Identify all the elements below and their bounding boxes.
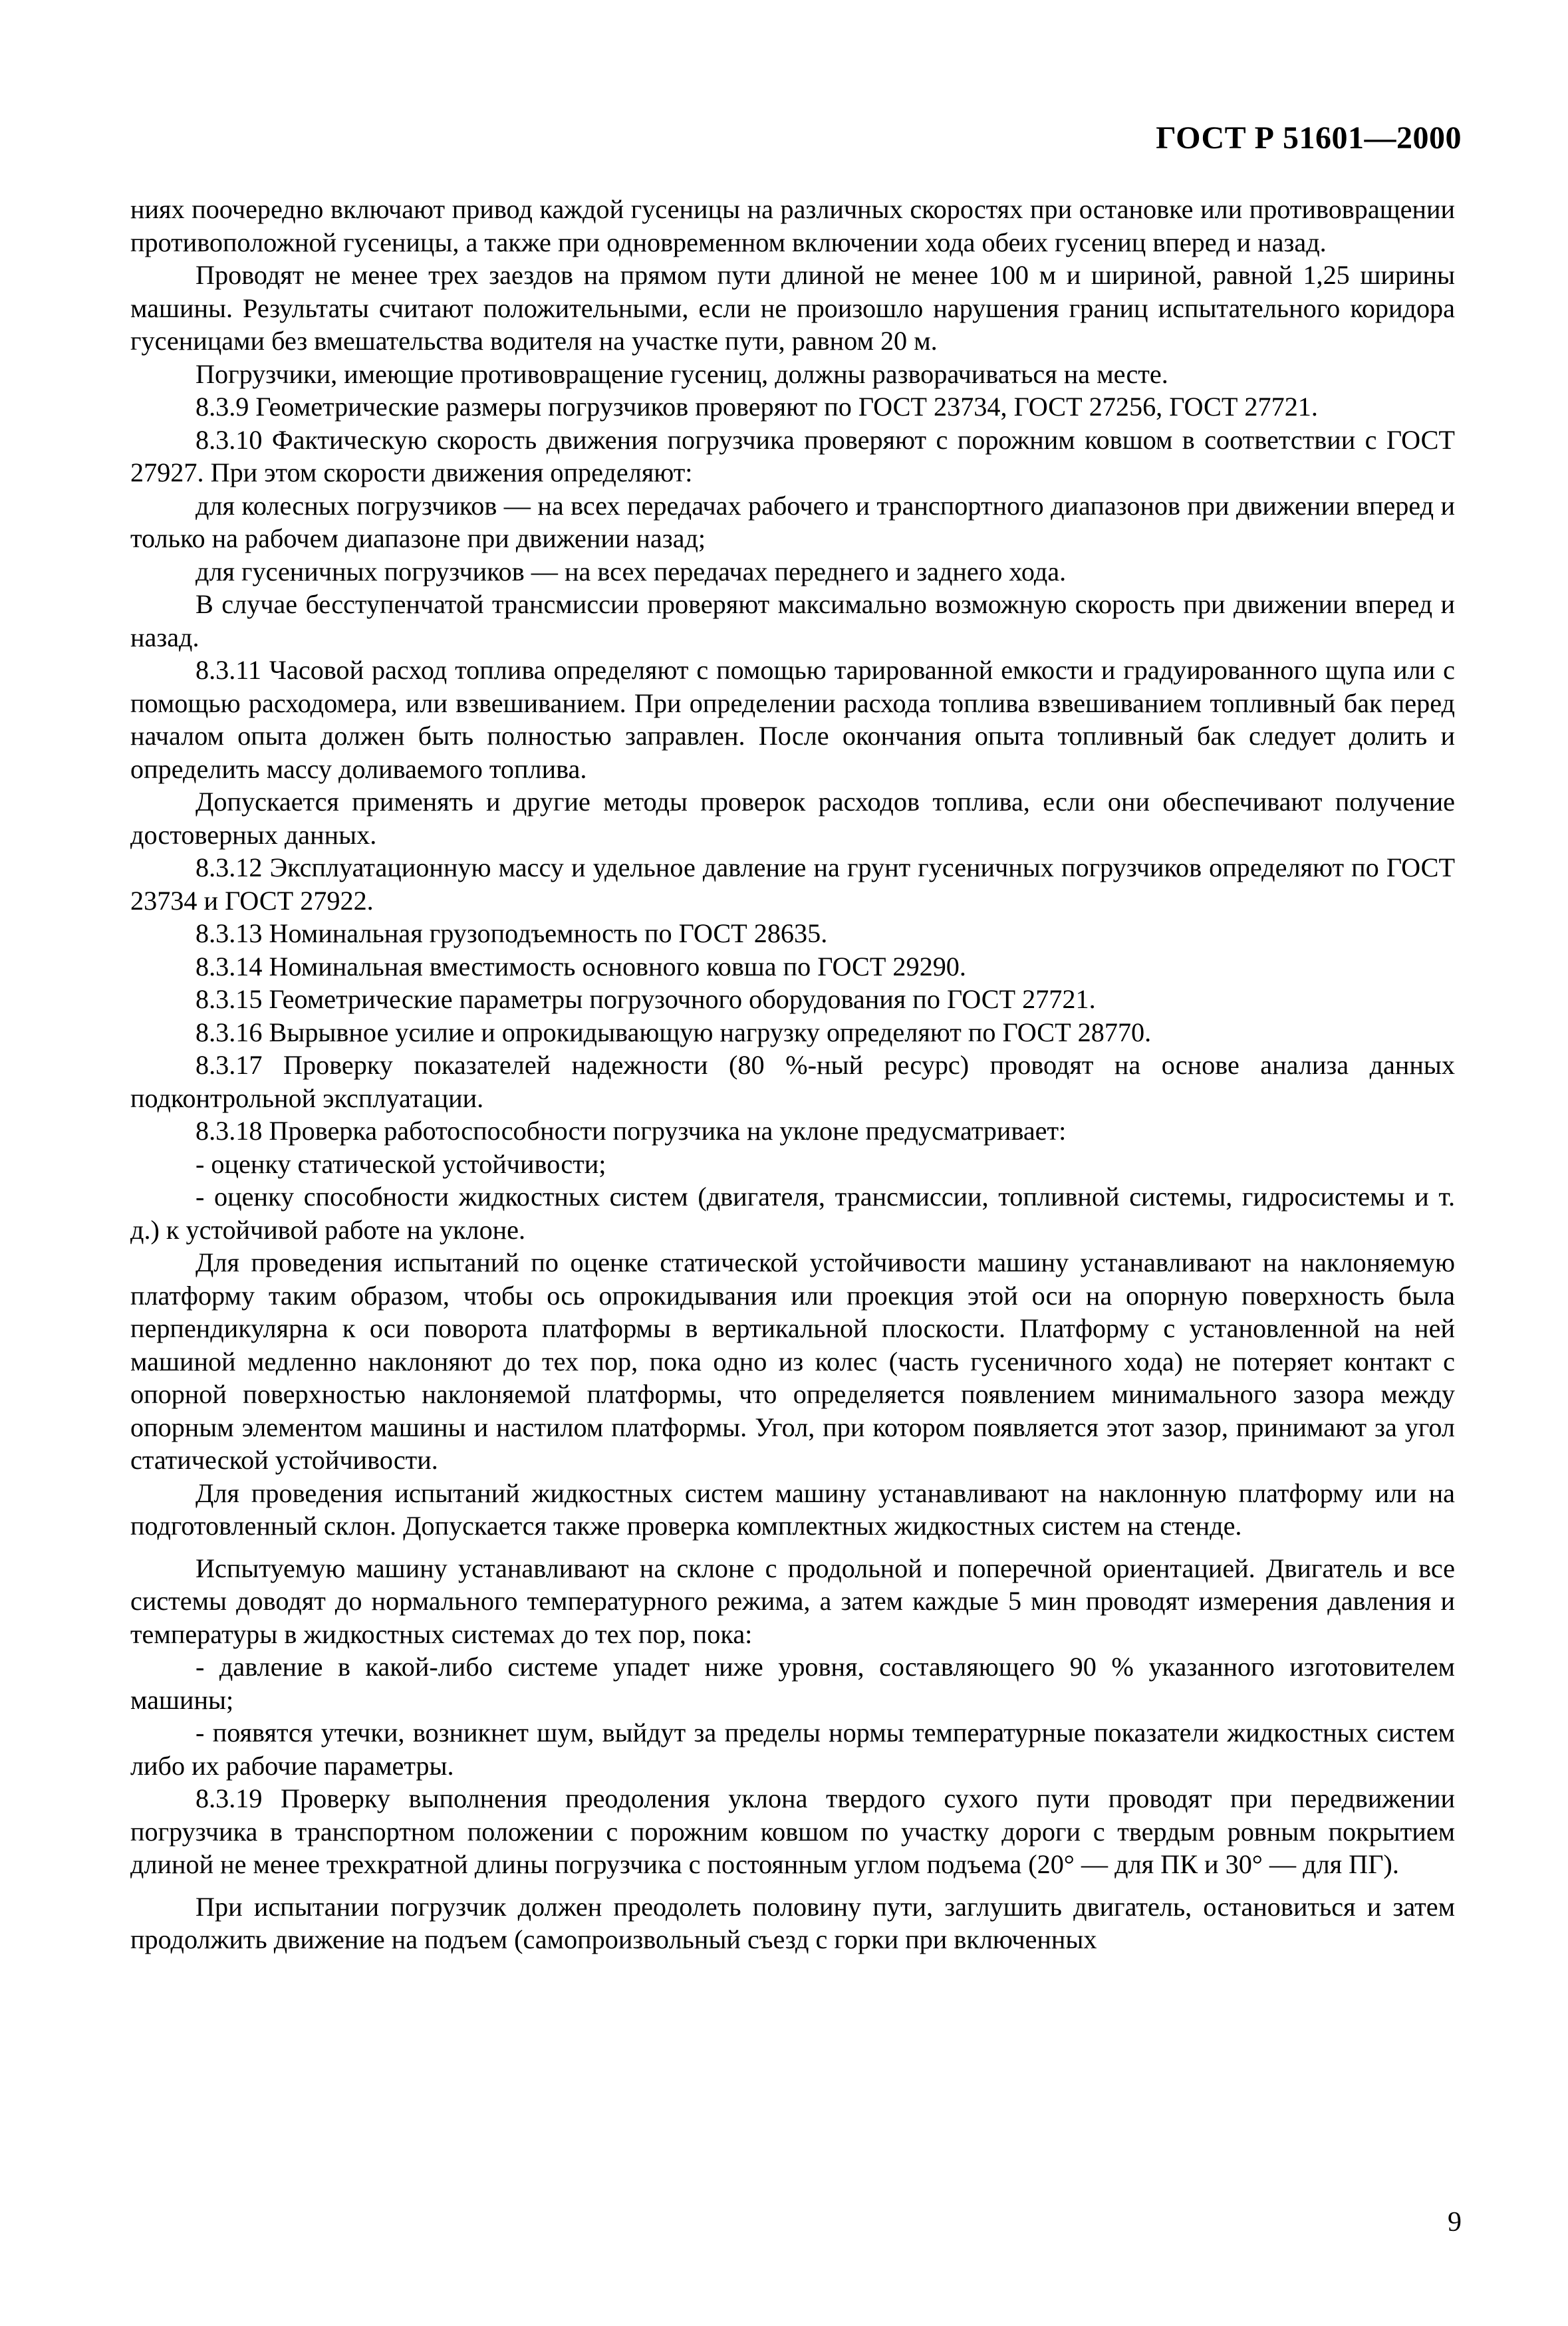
paragraph: 8.3.18 Проверка работоспособности погрузчика на уклоне предусматривает: [196, 1116, 1067, 1146]
paragraph: Допускается применять и другие методы проверок расходов топлива, если они обеспечивают получение достоверных данных. [130, 787, 1455, 850]
paragraph: В случае бесступенчатой трансмиссии проверяют максимально возможную скорость при движении вперед и назад. [130, 589, 1455, 652]
paragraph: Испытуемую машину устанавливают на склоне с продольной и поперечной ориентацией. Двигатель и все системы доводят до нормального температурного режима, а затем каждые 5 мин проводят измерения давления и температуры в жидкостных системах до тех пор, пока: [130, 1553, 1455, 1649]
paragraph: Для проведения испытаний жидкостных систем машину устанавливают на наклонную платформу или на подготовленный склон. Допускается также проверка комплектных жидкостных систем на стенде. [130, 1478, 1455, 1541]
paragraph: 8.3.10 Фактическую скорость движения погрузчика проверяют с порожним ковшом в соответствии с ГОСТ 27927. При этом скорости движения определяют: [130, 424, 1455, 487]
paragraph: При испытании погрузчик должен преодолеть половину пути, заглушить двигатель, остановиться и затем продолжить движение на подъем (самопроизвольный съезд с горки при включенных [130, 1891, 1455, 1954]
list-item: - появятся утечки, возникнет шум, выйдут за пределы нормы температурные показатели жидкостных систем либо их рабочие параметры. [130, 1718, 1455, 1781]
list-item: - оценку статической устойчивости; [196, 1148, 606, 1179]
paragraph: 8.3.12 Эксплуатационную массу и удельное давление на грунт гусеничных погрузчиков определяют по ГОСТ 23734 и ГОСТ 27922. [130, 852, 1455, 916]
list-item: - давление в какой-либо системе упадет ниже уровня, составляющего 90 % указанного изготовителем машины; [130, 1652, 1455, 1715]
paragraph: ниях поочередно включают привод каждой гусеницы на различных скоростях при остановке или противовращении противоположной гусеницы, а также при одновременном включении хода обеих гусениц вперед и назад. [130, 194, 1455, 257]
document-body [130, 193, 1455, 1956]
list-item: для гусеничных погрузчиков — на всех передачах переднего и заднего хода. [196, 556, 1067, 586]
paragraph: 8.3.13 Номинальная грузоподъемность по ГОСТ 28635. [196, 918, 828, 948]
paragraph: 8.3.9 Геометрические размеры погрузчиков проверяют по ГОСТ 23734, ГОСТ 27256, ГОСТ 27721. [196, 392, 1318, 422]
paragraph: 8.3.15 Геометрические параметры погрузочного оборудования по ГОСТ 27721. [196, 984, 1096, 1014]
paragraph: Для проведения испытаний по оценке статической устойчивости машину устанавливают на наклоняемую платформу таким образом, чтобы ось опрокидывания или проекция этой оси на опорную поверхность была перпендикулярна к оси поворота платформы в вертикальной плоскости. Платформу с установленной на ней машиной медленно наклоняют до тех пор, пока одно из колес (часть гусеничного хода) не потеряет контакт с опорной поверхностью наклоняемой платформы, что определяется появлением минимального зазора между опорным элементом машины и настилом платформы. Угол, при котором появляется этот зазор, принимают за угол статической устойчивости. [130, 1247, 1455, 1475]
paragraph: 8.3.17 Проверку показателей надежности (80 %-ный ресурс) проводят на основе анализа данных подконтрольной эксплуатации. [130, 1050, 1455, 1113]
page-number: 9 [1448, 2207, 1462, 2238]
paragraph: Проводят не менее трех заездов на прямом пути длиной не менее 100 м и шириной, равной 1,25 ширины машины. Результаты считают положительными, если не произошло нарушения границ испытательного коридора гусеницами без вмешательства водителя на участке пути, равном 20 м. [130, 260, 1455, 356]
paragraph: 8.3.11 Часовой расход топлива определяют с помощью тарированной емкости и градуированного щупа или с помощью расходомера, или взвешиванием. При определении расхода топлива взвешиванием топливный бак перед началом опыта должен быть полностью заправлен. После окончания опыта топливный бак следует долить и определить массу доливаемого топлива. [130, 655, 1455, 784]
paragraph: 8.3.14 Номинальная вместимость основного ковша по ГОСТ 29290. [196, 951, 966, 981]
list-item: для колесных погрузчиков — на всех передачах рабочего и транспортного диапазонов при движении вперед и только на рабочем диапазоне при движении назад; [130, 490, 1455, 553]
list-item: - оценку способности жидкостных систем (двигателя, трансмиссии, топливной системы, гидросистемы и т. д.) к устойчивой работе на уклоне. [130, 1182, 1455, 1245]
paragraph: 8.3.16 Вырывное усилие и опрокидывающую нагрузку определяют по ГОСТ 28770. [196, 1017, 1152, 1047]
paragraph: 8.3.19 Проверку выполнения преодоления уклона твердого сухого пути проводят при передвижении погрузчика в транспортном положении с порожним ковшом по участку дороги с твердым ровным покрытием длиной не менее трехкратной длины погрузчика с постоянным углом подъема (20° — для ПК и 30° — для ПГ). [130, 1783, 1455, 1879]
paragraph: Погрузчики, имеющие противовращение гусениц, должны разворачиваться на месте. [196, 358, 1168, 389]
document-header: ГОСТ Р 51601—2000 [1156, 120, 1462, 156]
